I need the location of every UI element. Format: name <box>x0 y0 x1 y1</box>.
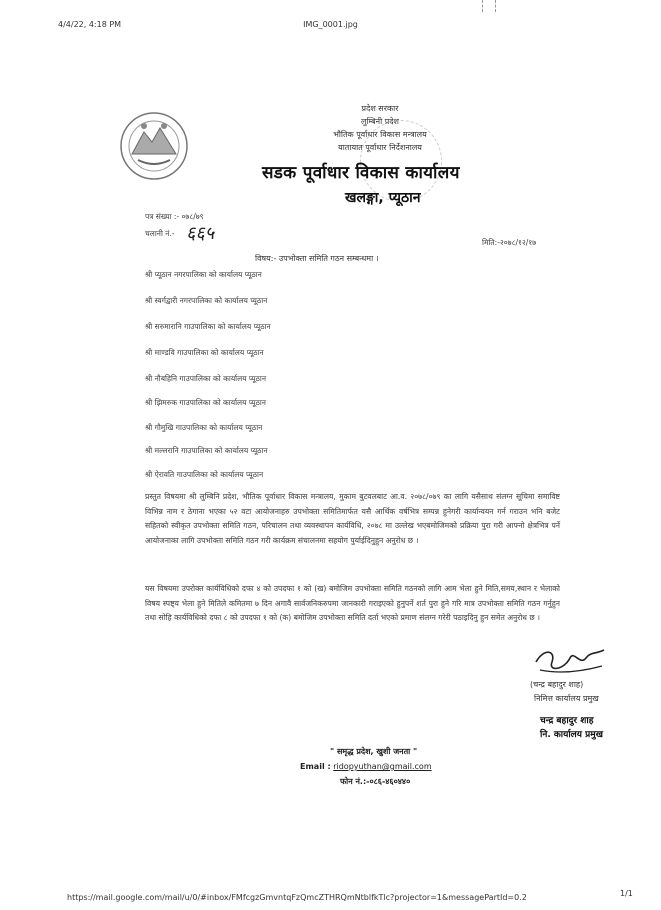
name-stamp: चन्द्र बहादुर शाह <box>540 716 594 726</box>
page-url: https://mail.google.com/mail/u/0/#inbox/FMfcgzGmvntqFzQmcZTHRQmNtblfkTlc?projector=1&messagePartId=0.2 <box>67 893 527 902</box>
letter-number: पत्र संख्या :- ०७८/७९ <box>145 212 204 221</box>
addressee-item: श्री ऐरावति गाउपालिका को कार्यालय प्यूठान <box>145 470 264 479</box>
addressee-item: श्री स्वर्गद्वारी नगरपालिका को कार्यालय प्यूठान <box>145 296 268 305</box>
addressee-item: श्री झिमरुक गाउपालिका को कार्यालय प्यूठान <box>145 398 266 407</box>
letterhead-line-2: लुम्बिनी प्रदेश <box>361 117 399 126</box>
government-emblem-icon <box>118 110 190 182</box>
dispatch-label: चलानी नं.- <box>145 229 175 238</box>
footer-email <box>300 762 432 771</box>
footer-phone: फोन नं.:-०८६-४६०४४० <box>340 777 411 786</box>
body-paragraph-2: यस विषयमा उपरोक्त कार्यविधिको दफा ४ को उपदफा १ को (ख) बमोजिम उपभोक्ता समिति गठनको लागि आम भेला हुने मिति,समय,स्थान र भेलाको विषय स्पष्ट्य भेला हुने मितिले कमितमा ७ दिन अगावै सार्वजनिकरुपमा जानकारी गराइएको हुनुपर्ने शर्त पुरा हुने गरि मात्र उपभोक्ता समिति गठन गर्नुहुन तथा सोहि कार्यविधिको दफा ८ को उपदफा १ को (क) बमोजिम उपभोक्ता समिति दर्ता भएको प्रमाण संलग्न गरेरी पठाइदिनु हुन समेत अनुरोध छ । <box>145 584 560 623</box>
page-counter: 1/1 <box>620 889 633 898</box>
addressee-item: श्री गौमुखि गाउपालिका को कार्यालय प्यूठान <box>145 423 263 432</box>
subject-line: विषय:- उपभोक्ता समिति गठन सम्बन्धमा । <box>255 254 379 263</box>
addressee-item: श्री माण्डवि गाउपालिका को कार्यालय प्यूठान <box>145 348 264 357</box>
dispatch-number: ६६५ <box>186 223 215 244</box>
addressee-item: श्री सरुमारानि गाउपालिका को कार्यालय प्यूठान <box>145 322 271 331</box>
addressee-item: श्री प्यूठान नगरपालिका को कार्यालय प्यूठान <box>145 270 262 279</box>
letterhead-line-4: यातायात पूर्वाधार निर्देशनालय <box>338 143 422 152</box>
letter-date: मिति:-२०७८/१२/१७ <box>482 238 537 247</box>
print-filename: IMG_0001.jpg <box>303 20 358 29</box>
handwritten-signature <box>530 640 610 680</box>
title-stamp: नि. कार्यालय प्रमुख <box>540 730 603 740</box>
footer-slogan: " समृद्ध प्रदेश, खुशी जनता " <box>330 747 418 756</box>
scan-mark <box>482 0 496 12</box>
addressee-item: श्री मल्लरानि गाउपालिका को कार्यालय प्यूठान <box>145 446 268 455</box>
body-paragraph-1: प्रस्तुत विषयमा श्री लुम्बिनि प्रदेश, भौतिक पूर्वाधार विकास मन्त्रालय, मुकाम बुटवलबाट आ.व. २०७८/०७९ का लागि यसैसाथ संलग्न सूचिमा समाविष्ट विभिन्न नाम र ठेगाना भएका ५२ वटा आयोजनाहरु उपभोक्ता समितिमार्फत यसै आर्थिक वर्षभित्र सम्पन्न हुनेगरी कार्यान्वयन गर्न गराउन भनि बजेट सहितको स्वीकृत उपभोक्ता समिति गठन, परिचालन तथा व्यवस्थापन कार्यविधि, २०७८ मा उल्लेख भएबमोजिमको प्रक्रिया पुरा गरी आफ्नो क्षेत्रभित्र पर्ने आयोजनाका लागि उपभोक्ता समिति गठन गरी कार्यक्रम संचालनमा सहयोग पुर्याईदिनुहुन अनुरोध छ । <box>145 492 560 545</box>
letterhead-line-1: प्रदेश सरकार <box>361 104 399 113</box>
office-title: सडक पूर्वाधार विकास कार्यालय <box>262 163 460 183</box>
email-link[interactable]: ridopyuthan@gmail.com <box>333 762 432 771</box>
addressee-item: श्री नौबहिनि गाउपालिका को कार्यालय प्यूठान <box>145 374 266 383</box>
signatory-name: (चन्द्र बहादुर शाह) <box>530 680 584 689</box>
signatory-designation: निमित्त कार्यालय प्रमुख <box>534 694 599 703</box>
email-label: Email : <box>300 762 331 771</box>
letterhead-line-3: भौतिक पूर्वाधार विकास मन्त्रालय <box>333 130 427 139</box>
office-place: खलङ्गा, प्यूठान <box>345 190 421 206</box>
print-timestamp: 4/4/22, 4:18 PM <box>58 20 122 29</box>
